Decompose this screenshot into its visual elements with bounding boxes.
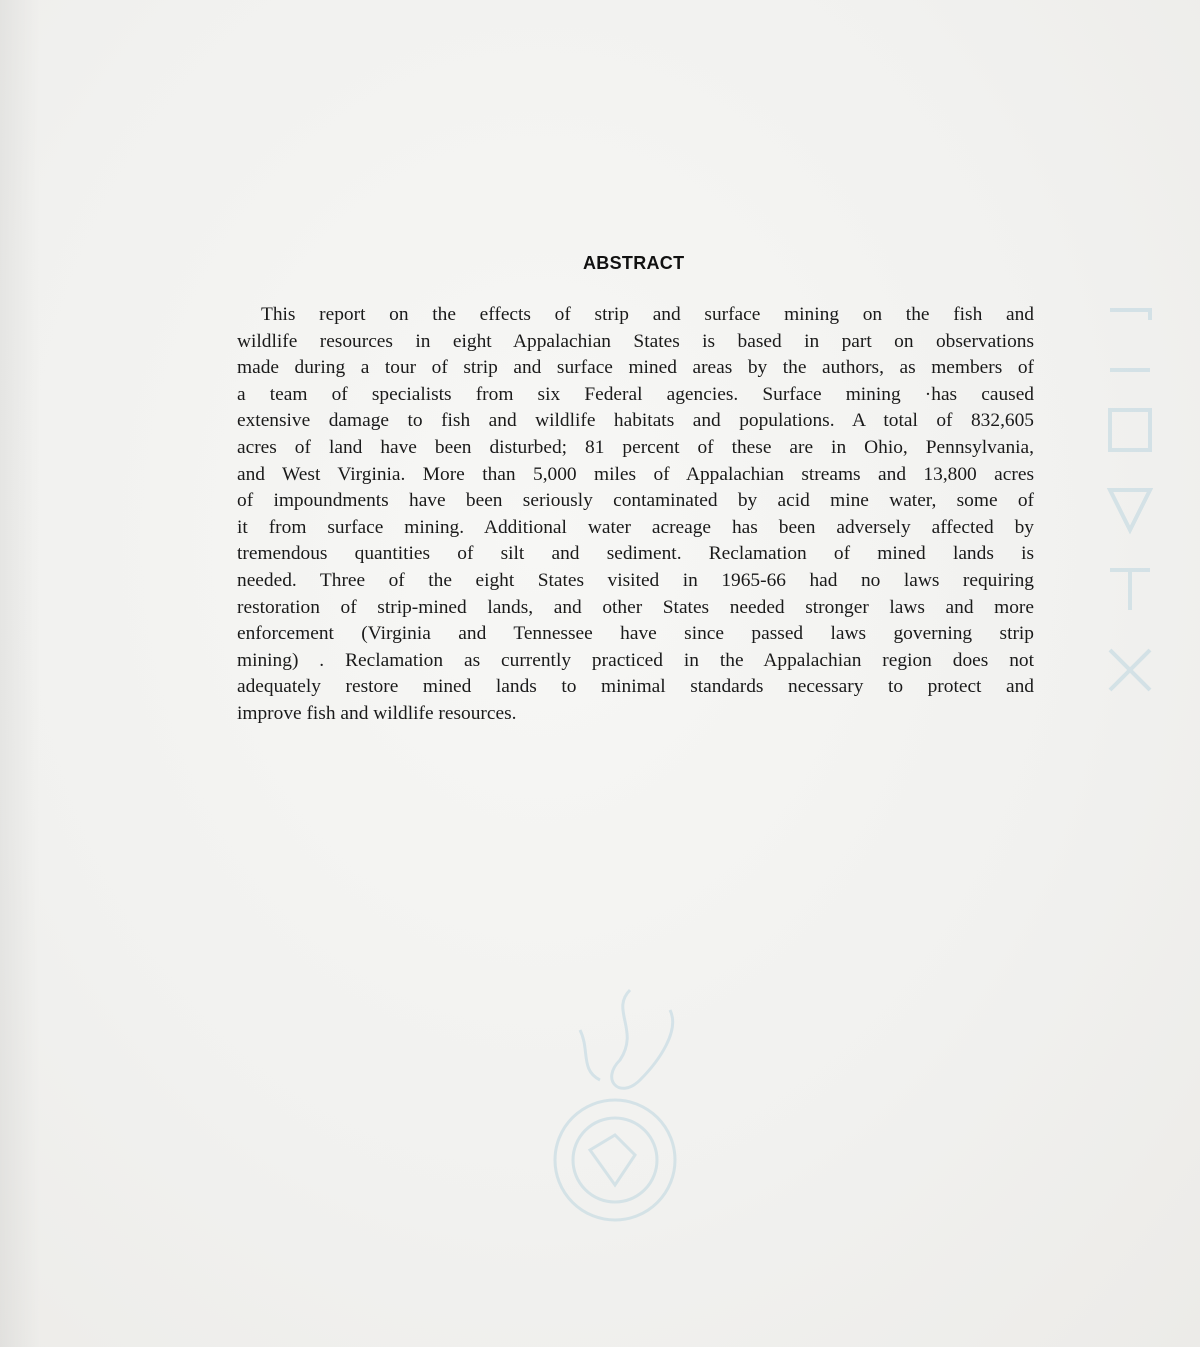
abstract-paragraph — [237, 302, 1034, 728]
abstract-line: wildlife resources in eight Appalachian States is based in part on observations — [237, 330, 1034, 352]
page-edge-shadow — [0, 0, 40, 1347]
abstract-line: restoration of strip-mined lands, and other States needed stronger laws and more — [237, 596, 1034, 618]
seal-emblem-icon — [520, 970, 720, 1230]
abstract-line: This report on the effects of strip and surface mining on the fish and — [261, 304, 1034, 325]
library-stamp-bleed-icon — [1100, 290, 1160, 730]
abstract-line: mining) . Reclamation as currently practiced in the Appalachian region does not — [237, 649, 1034, 671]
abstract-line: and West Virginia. More than 5,000 miles of Appalachian streams and 13,800 acres — [237, 463, 1034, 485]
abstract-line: improve fish and wildlife resources. — [237, 702, 517, 724]
abstract-line: extensive damage to fish and wildlife habitats and populations. A total of 832,605 — [237, 410, 1034, 432]
abstract-line: acres of land have been disturbed; 81 percent of these are in Ohio, Pennsylvania, — [237, 436, 1034, 458]
abstract-line: tremendous quantities of silt and sediment. Reclamation of mined lands is — [237, 543, 1034, 565]
abstract-line: it from surface mining. Additional water acreage has been adversely affected by — [237, 516, 1034, 538]
abstract-line: enforcement (Virginia and Tennessee have since passed laws governing strip — [237, 623, 1034, 645]
abstract-line: made during a tour of strip and surface mined areas by the authors, as members of — [237, 357, 1034, 379]
abstract-heading: ABSTRACT — [583, 253, 685, 273]
abstract-line: needed. Three of the eight States visited in 1965-66 had no laws requiring — [237, 569, 1034, 591]
abstract-line: a team of specialists from six Federal agencies. Surface mining ·has caused — [237, 383, 1034, 405]
abstract-line: of impoundments have been seriously contaminated by acid mine water, some of — [237, 490, 1034, 512]
abstract-line: adequately restore mined lands to minimal standards necessary to protect and — [237, 676, 1034, 698]
